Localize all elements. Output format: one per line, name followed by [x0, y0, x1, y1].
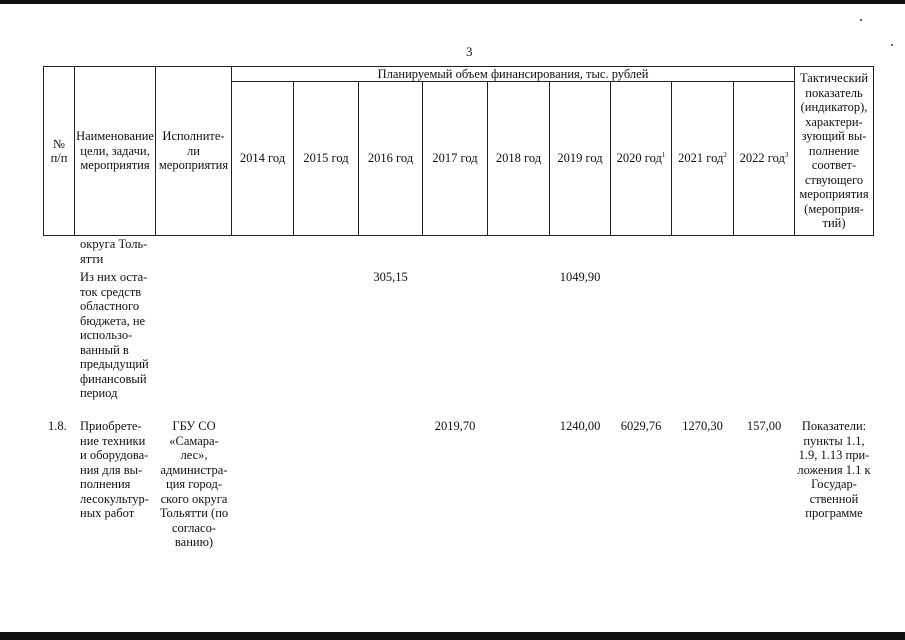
- header-funding-group: Планируемый объем финансирования, тыс. рублей: [377, 66, 649, 81]
- header-year-2015: 2015 год: [303, 151, 349, 166]
- row-1-8-num: 1.8.: [48, 419, 67, 433]
- row-1-8-2020: 6029,76: [620, 419, 662, 433]
- row-1-8-2022: 157,00: [746, 419, 782, 433]
- header-year-2016: 2016 год: [367, 151, 414, 166]
- row-remainder-name: Из них оста-ток средств областного бюджета, не использо-ванный в предыдущий финансовый период: [80, 270, 149, 400]
- scan-bottom-border: [0, 632, 905, 640]
- header-year-2021: 2021 год$^2$: [678, 151, 727, 166]
- header-year-2014: 2014 год: [239, 151, 286, 166]
- header-year-2020: 2020 год$^1$: [616, 151, 666, 166]
- row-remainder-2019: 1049,90: [559, 270, 601, 284]
- row-1-8-2019: 1240,00: [559, 419, 601, 433]
- row-1-8-2021: 1270,30: [682, 419, 723, 433]
- header-name: Наименование цели, задачи, мероприятия: [76, 129, 154, 173]
- scan-speck: [891, 44, 893, 46]
- scan-speck: [860, 19, 862, 21]
- row-continuation-name: округа Толь-ятти: [80, 237, 148, 266]
- header-year-2022: 2022 год$^3$: [739, 151, 789, 166]
- row-1-8-2017: 2019,70: [434, 419, 476, 433]
- header-indicator: Тактический показатель (индикатор), характери-зующий вы-полнение соответ-ствующего мероприятия (мероприя-тий): [799, 71, 869, 231]
- header-num: № п/п: [50, 136, 68, 165]
- header-year-2018: 2018 год: [495, 151, 542, 166]
- header-year-2019: 2019 год: [557, 151, 603, 166]
- header-year-2017: 2017 год: [432, 151, 478, 166]
- header-executor: Исполните-ли мероприятия: [158, 129, 229, 173]
- page-number: 3: [466, 44, 473, 59]
- row-remainder-2016: 305,15: [373, 270, 408, 284]
- row-1-8-executor: ГБУ СО «Самара-лес», администра-ция город-ского округа Тольятти (по согласо-ванию): [159, 419, 229, 549]
- scan-top-border: [0, 0, 905, 4]
- row-1-8-indicator: Показатели: пункты 1.1, 1.9, 1.13 при-ложения 1.1 к Государ-ственной программе: [797, 419, 871, 520]
- row-1-8-name: Приобрете-ние техники и оборудова-ния для вы-полнения лесокультур-ных работ: [80, 419, 149, 520]
